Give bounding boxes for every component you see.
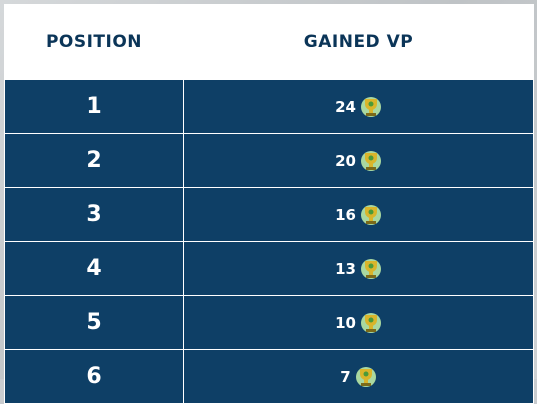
vp-trophy-icon (360, 203, 382, 227)
table-row (5, 242, 534, 296)
vp-value: 16 (335, 205, 356, 224)
vp-value: 10 (335, 313, 356, 332)
table-row (5, 80, 534, 134)
vp-value: 13 (335, 259, 356, 278)
vp-value: 20 (335, 151, 356, 170)
table-row (5, 296, 534, 350)
table-body (5, 80, 534, 404)
position-cell: 5 (5, 296, 184, 350)
position-cell: 4 (5, 242, 184, 296)
vp-cell (184, 296, 534, 350)
vp-trophy-icon (360, 257, 382, 281)
table-row (5, 350, 534, 404)
position-cell: 6 (5, 350, 184, 404)
vp-cell (184, 242, 534, 296)
table-header (5, 5, 534, 80)
vp-cell (184, 350, 534, 404)
vp-trophy-icon (355, 365, 377, 389)
header-row (5, 5, 534, 80)
table-row (5, 134, 534, 188)
vp-trophy-icon (360, 311, 382, 335)
vp-cell (184, 188, 534, 242)
vp-cell (184, 134, 534, 188)
vp-cell (184, 80, 534, 134)
vp-table (4, 4, 534, 404)
position-column-header: POSITION (5, 5, 184, 80)
position-cell: 3 (5, 188, 184, 242)
vp-value: 24 (335, 97, 356, 116)
vp-trophy-icon (360, 95, 382, 119)
gained-vp-column-header: GAINED VP (184, 5, 534, 80)
position-cell: 1 (5, 80, 184, 134)
vp-trophy-icon (360, 149, 382, 173)
vp-value: 7 (340, 367, 351, 386)
table-row (5, 188, 534, 242)
position-cell: 2 (5, 134, 184, 188)
